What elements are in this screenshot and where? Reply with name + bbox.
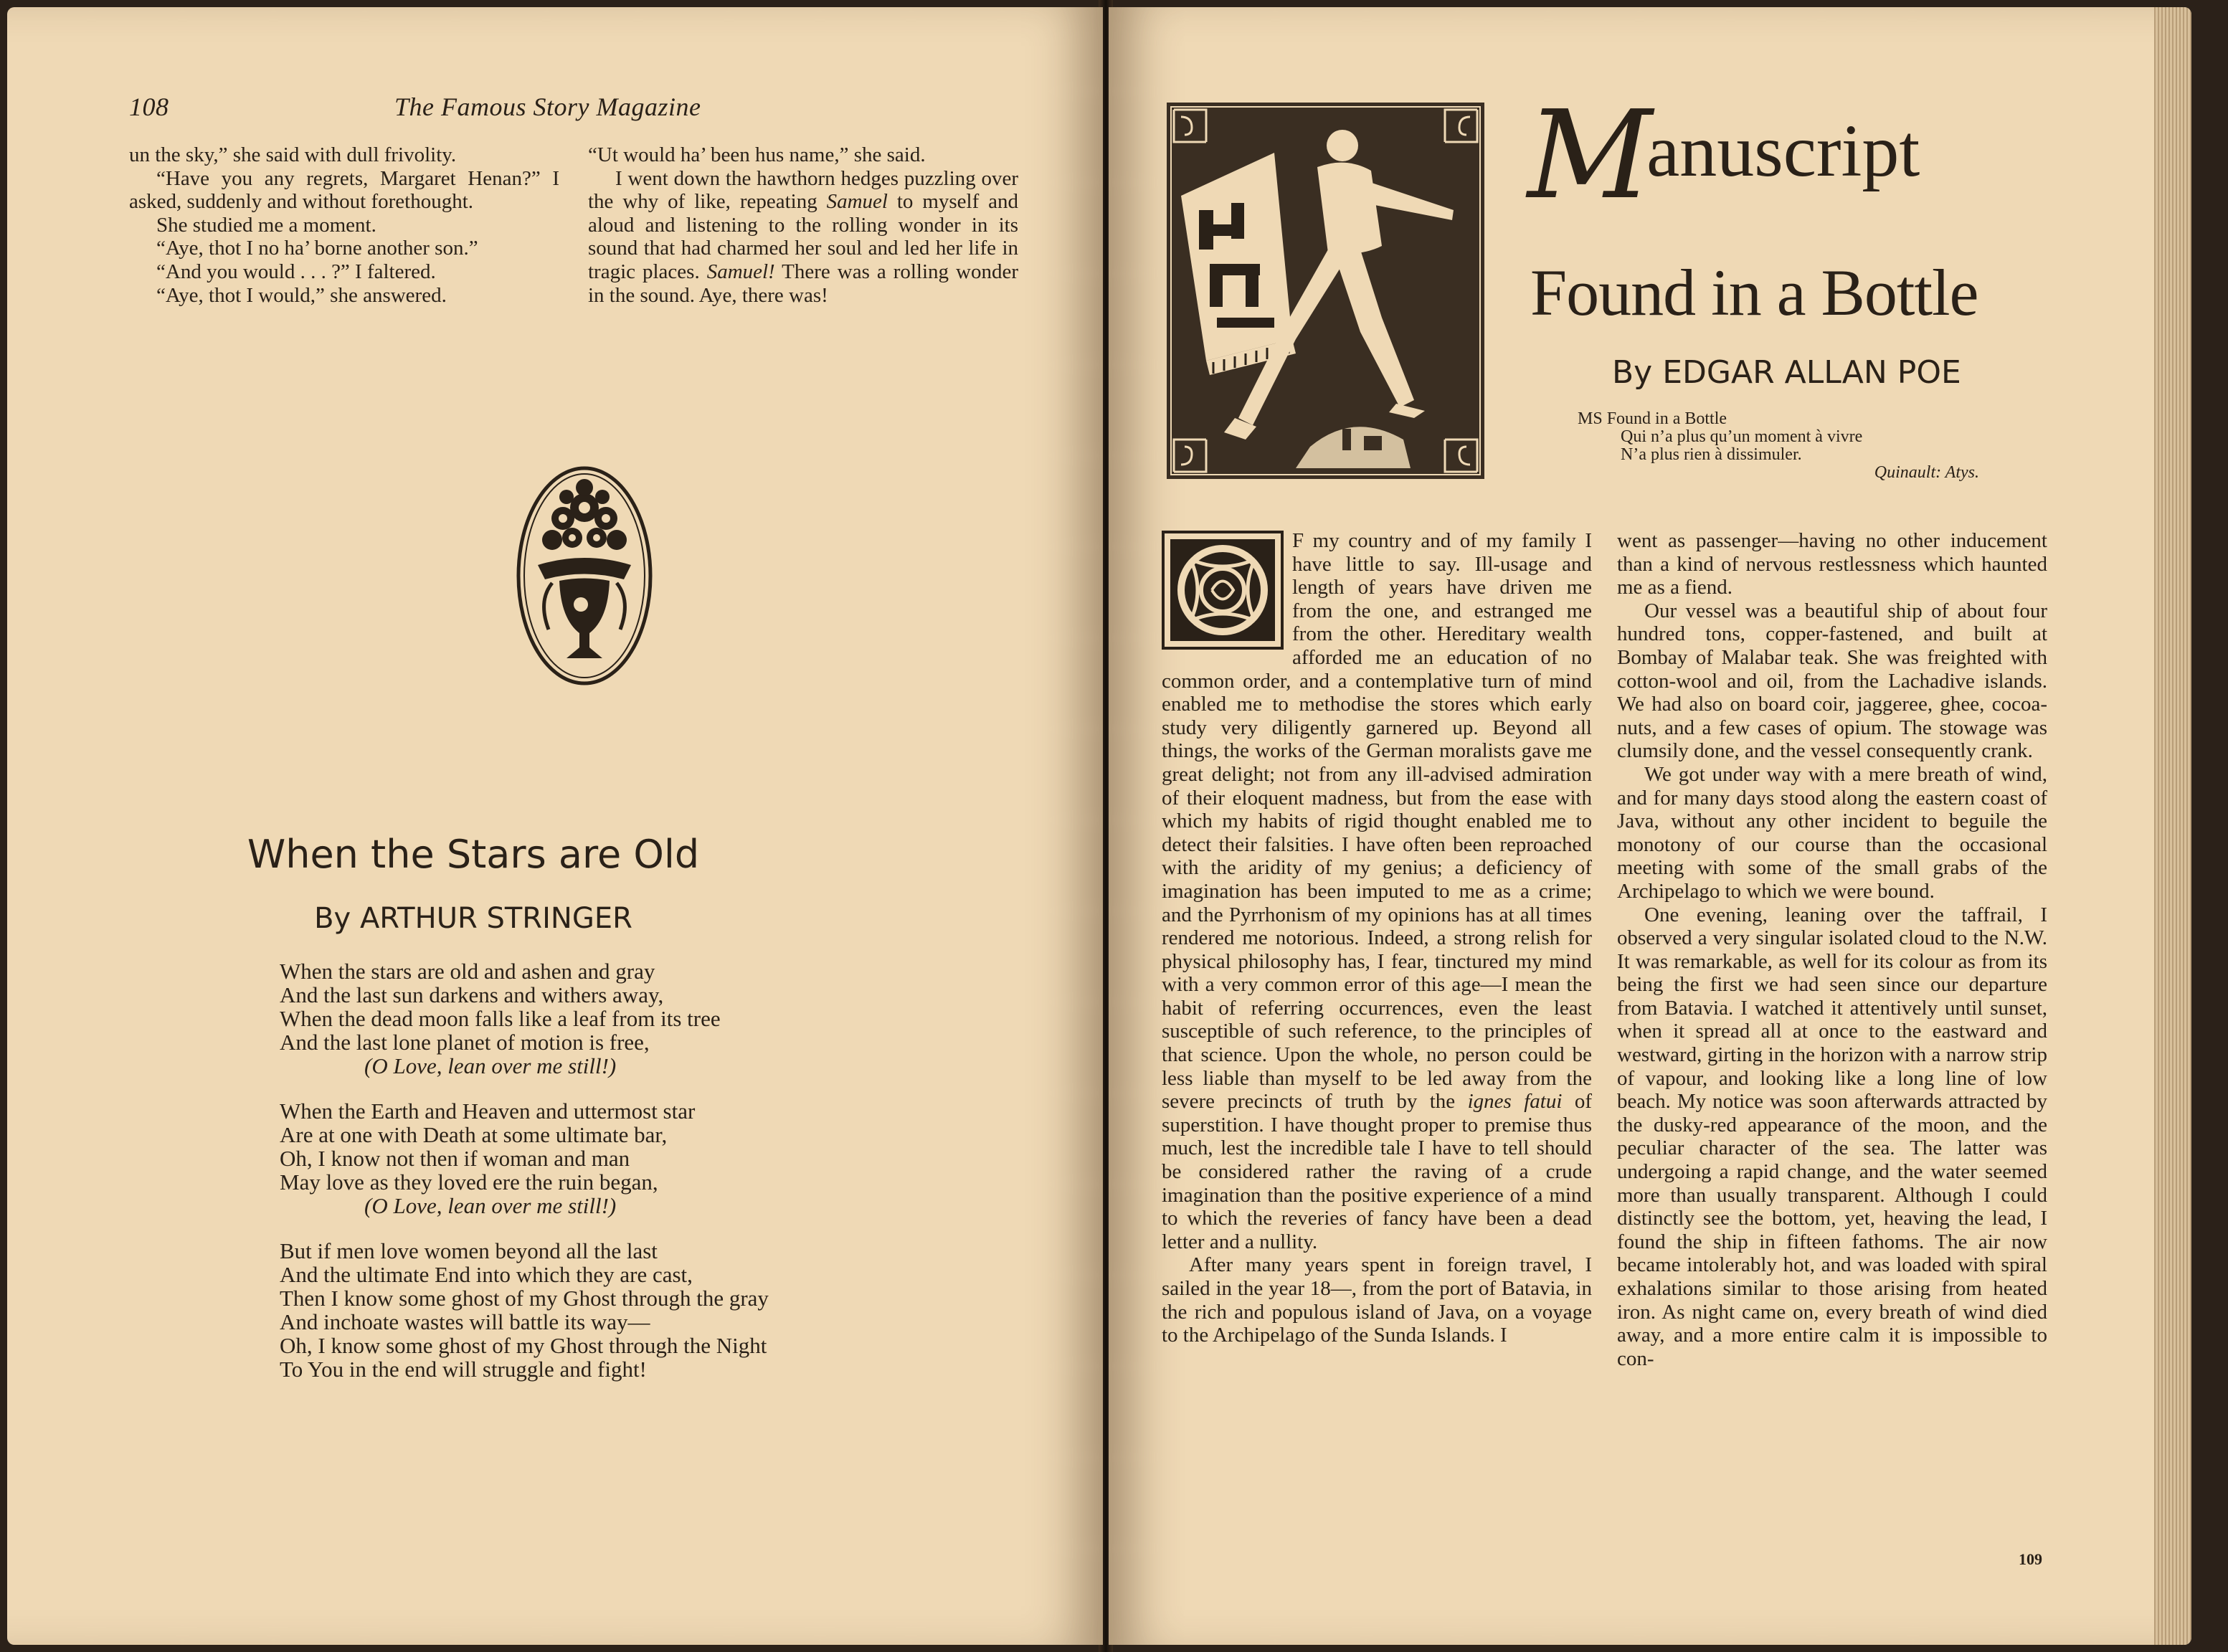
page-edges (2154, 7, 2191, 1645)
paragraph: One evening, leaning over the taffrail, I observed a very singular isolated cloud to the N.W. It was remarkable, as well for its colour as from its being the first we had seen since our departure from Batavia. I watched it attentively until sunset, when it spread all at once to the eastward and westward, girting in the horizon with a narrow strip of vapour, and looking like a long line of low beach. My notice was soon afterwards attracted by the dusky-red appearance of the moon, and the peculiar character of the sea. The latter was undergoing a rapid change, and the water seemed more than usually transparent. Although I could distinctly see the bottom, yet, heaving the lead, I found the ship in fifteen fathoms. The air now became intolerably hot, and was loaded with spiral exhalations similar to those arising from heated iron. As night came on, every breath of wind died away, and a more entire calm it is impossible to con- (1617, 903, 2047, 1370)
paragraph: “Ut would ha’ been hus name,” she said. (588, 143, 926, 166)
poem-line: Oh, I know some ghost of my Ghost through the Night (280, 1333, 767, 1358)
epigraph (1578, 410, 1994, 482)
page-number-right: 109 (2019, 1550, 2042, 1568)
story-title-initial: M (1527, 85, 1653, 227)
story-title-line-2: Found in a Bottle (1530, 256, 1978, 329)
poem-stanza (280, 1099, 925, 1217)
paragraph: I went down the hawthorn hedges puzzling over the why of like, repeating Samuel to myself and aloud and listening to the rolling wonder in its sound that had charmed her soul and led her life in tragic places. Samuel! There was a rolling wonder in the sound. Aye, there was! (588, 166, 1019, 307)
paragraph: “Aye, thot I would,” she answered. (156, 283, 447, 307)
epigraph-line: MS Found in a Bottle (1578, 409, 1727, 428)
paragraph: “And you would . . . ?” I faltered. (156, 260, 436, 283)
poem-refrain: (O Love, lean over me still!) (364, 1053, 617, 1078)
poem-line: When the dead moon falls like a leaf from its tree (280, 1006, 721, 1031)
poem-refrain: (O Love, lean over me still!) (364, 1193, 617, 1218)
poem-line: May love as they loved ere the ruin began, (280, 1169, 658, 1195)
paragraph: “Have you any regrets, Margaret Henan?” I asked, suddenly and without forethought. (129, 166, 559, 214)
poem-title: When the Stars are Old (247, 832, 700, 877)
paragraph: went as passenger—having no other inducement than a kind of nervous restlessness which haunted me as a fiend. (1617, 529, 2047, 599)
poem-line: To You in the end will struggle and fight! (280, 1357, 647, 1382)
poem-stanza (280, 1239, 925, 1381)
paragraph: un the sky,” she said with dull frivolity. (129, 143, 457, 166)
poem-line: Then I know some ghost of my Ghost through the gray (280, 1286, 769, 1311)
poem-line: When the Earth and Heaven and uttermost star (280, 1098, 696, 1124)
story-column-1 (1162, 529, 1592, 1347)
poem-line: And the ultimate End into which they are cast, (280, 1262, 693, 1287)
walking-man-flag-illustration (1167, 103, 1484, 479)
paragraph: Our vessel was a beautiful ship of about four hundred tons, copper-fastened, and built at Bombay of Malabar teak. She was freighted with cotton-wool and oil, from the Lachadive islands. We had also on board coir, jaggeree, ghee, cocoa-nuts, and a few cases of opium. The stowage was clumsily done, and the vessel consequently crank. (1617, 599, 2047, 763)
poem-author: By ARTHUR STRINGER (314, 902, 632, 935)
poem-body (280, 959, 925, 1402)
paragraph: After many years spent in foreign travel, I sailed in the year 18—, from the port of Batavia, in the rich and populous island of Java, on a voyage to the Archipelago of the Sunda Islands. I (1162, 1253, 1592, 1347)
poem-line: And the last sun darkens and withers away, (280, 982, 664, 1007)
story-continuation-column-a (129, 143, 559, 307)
story-title-rest: anuscript (1646, 110, 1920, 192)
paragraph: She studied me a moment. (156, 213, 376, 237)
paragraph: “Aye, thot I no ha’ borne another son.” (156, 237, 478, 260)
left-page (7, 7, 1103, 1645)
poem-line: Oh, I know not then if woman and man (280, 1146, 630, 1171)
epigraph-line: N’a plus rien à dissimuler. (1621, 445, 1802, 464)
story-title (1527, 85, 1920, 227)
poem-line: And the last lone planet of motion is free, (280, 1030, 650, 1055)
poem-line: When the stars are old and ashen and gray (280, 959, 655, 984)
running-title: The Famous Story Magazine (394, 92, 701, 121)
epigraph-attribution: Quinault: Atys. (1874, 463, 1979, 482)
poem-line: Are at one with Death at some ultimate bar, (280, 1122, 668, 1147)
vase-ornament-icon (509, 457, 660, 694)
story-byline: By EDGAR ALLAN POE (1612, 354, 1961, 391)
celtic-knot-drop-cap-icon (1162, 531, 1284, 650)
poem-stanza (280, 959, 925, 1078)
epigraph-line: Qui n’a plus qu’un moment à vivre (1621, 427, 1863, 446)
poem-line: But if men love women beyond all the last (280, 1238, 658, 1263)
poem-line: And inchoate wastes will battle its way— (280, 1309, 650, 1334)
page-number-left: 108 (129, 92, 169, 121)
story-column-2 (1617, 529, 2047, 1370)
story-continuation-column-b (588, 143, 1018, 307)
paragraph: We got under way with a mere breath of wind, and for many days stood along the eastern coast of Java, without any other incident to beguile the monotony of our course than the occasional meeting with some of the small grabs of the Archipelago to which we were bound. (1617, 762, 2047, 903)
paragraph: F my country and of my family I have little to say. Ill-usage and length of years have driven me from the one, and estranged me from the other. Hereditary wealth afforded me an education of no common order, and a contemplative turn of mind enabled me to methodise the stores which early study very diligently garnered up. Beyond all things, the works of the German moralists gave me great delight; not from any ill-advised admiration of their eloquent madness, but from the ease with which my habits of rigid thought enabled me to detect their falsities. I have often been reproached with the aridity of my genius; a deficiency of imagination has been imputed to me as a crime; and the Pyrrhonism of my opinions has at all times rendered me notorious. Indeed, a strong relish for physical philosophy has, I fear, tinctured my mind with a very common error of this age—I mean the habit of referring occurrences, even the least susceptible of such reference, to the principles of that science. Upon the whole, no person could be less liable than myself to be led away from the severe precincts of truth by the ignes fatui of superstition. I have thought proper to premise thus much, lest the incredible tale I have to tell should be considered rather the raving of a crude imagination than the positive experience of a mind to which the reveries of fancy have been a dead letter and a nullity. (1162, 529, 1592, 1253)
